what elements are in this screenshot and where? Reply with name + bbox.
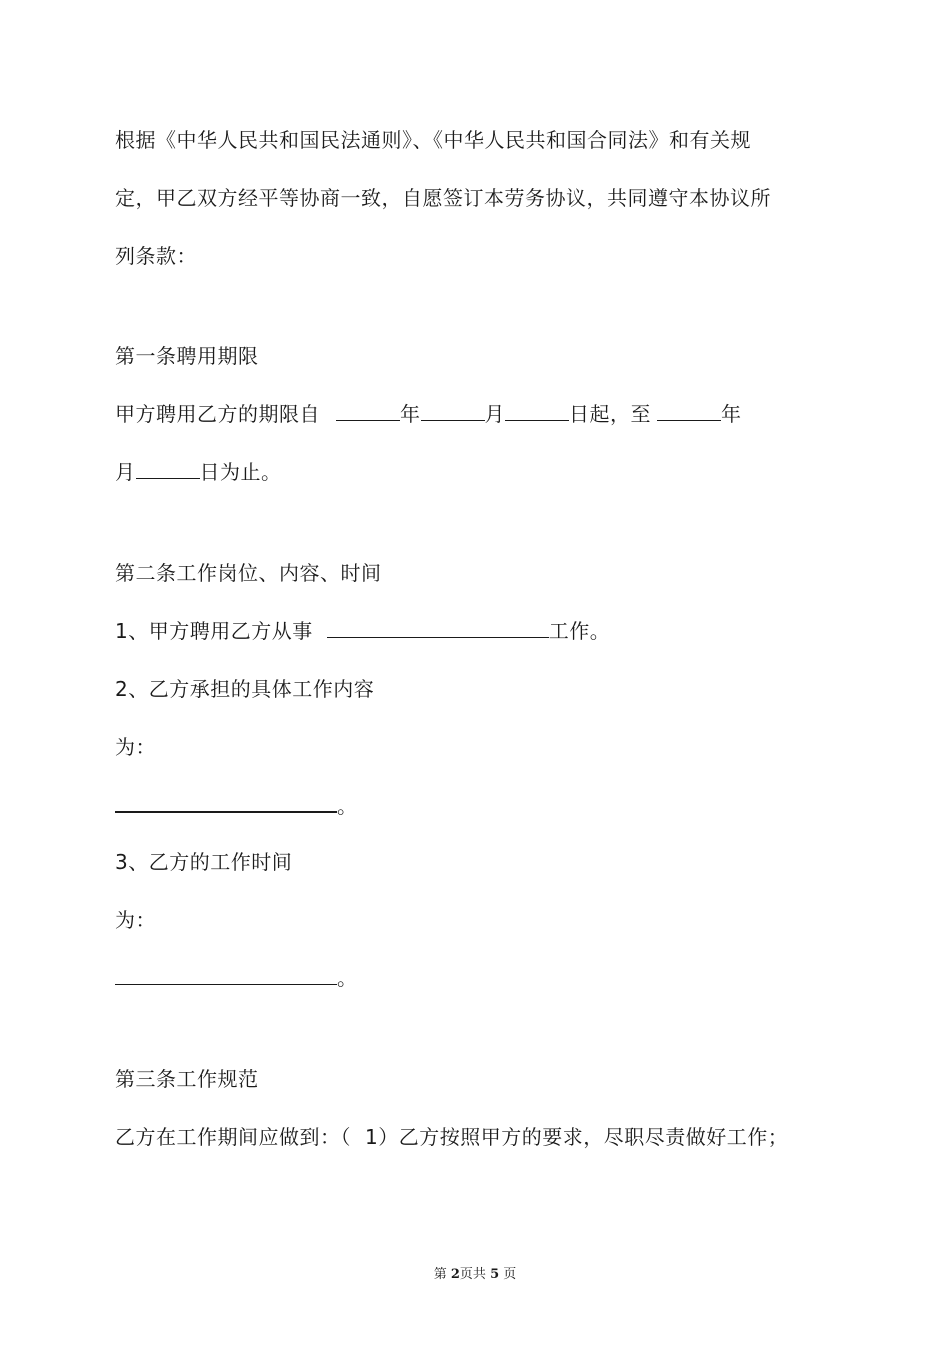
- article-2-item-2-blank-line: [115, 791, 358, 820]
- article-2-heading: [115, 559, 382, 587]
- item-3-for-text: 为：: [115, 908, 156, 932]
- item-2-text: 2、乙方承担的具体工作内容: [115, 677, 375, 701]
- article-2-item-1: [115, 617, 610, 645]
- work-content-blank[interactable]: [115, 791, 337, 813]
- start-month-blank[interactable]: [421, 400, 485, 421]
- preamble-text-2: 定，甲乙双方经平等协商一致，自愿签订本劳务协议，共同遵守本协议所: [115, 186, 771, 210]
- article-2-item-2-for: [115, 733, 156, 761]
- article-1-heading-text: 第一条聘用期限: [115, 344, 259, 368]
- work-time-blank[interactable]: [115, 964, 337, 985]
- page-footer: [0, 1266, 950, 1284]
- duty-number: 1）: [365, 1125, 399, 1149]
- end-month-label: 月: [115, 460, 136, 484]
- article-3-heading: [115, 1065, 259, 1093]
- term-prefix: 甲方聘用乙方的期限自: [115, 402, 320, 426]
- article-2-item-3-blank-line: [115, 964, 358, 992]
- article-1-term-line-2: [115, 458, 282, 486]
- item-3-text: 3、乙方的工作时间: [115, 850, 293, 874]
- start-day-blank[interactable]: [505, 400, 569, 421]
- preamble-line-2: [115, 184, 771, 212]
- day-from-label: 日起，至: [569, 402, 651, 426]
- preamble-text-3: 列条款：: [115, 244, 197, 268]
- footer-prefix: 第: [433, 1267, 447, 1282]
- article-2-item-3: [115, 848, 292, 876]
- article-2-item-3-for: [115, 906, 156, 934]
- footer-suffix: 页: [503, 1267, 517, 1282]
- day-to-label: 日为止。: [199, 460, 282, 484]
- article-1-term-line: [115, 400, 742, 428]
- end-day-blank[interactable]: [136, 458, 200, 479]
- item-1-prefix: 1、甲方聘用乙方从事: [115, 619, 313, 643]
- item-1-suffix: 工作。: [548, 619, 611, 643]
- footer-mid: 页共: [459, 1267, 486, 1282]
- start-year-blank[interactable]: [336, 400, 400, 421]
- preamble-line-3: [115, 242, 197, 270]
- article-3-duty-line: [115, 1123, 788, 1151]
- article-2-item-2: [115, 675, 374, 703]
- article-3-heading-text: 第三条工作规范: [115, 1067, 259, 1091]
- end-year-blank[interactable]: [657, 400, 721, 421]
- job-position-blank[interactable]: [327, 617, 549, 638]
- month-label: 月: [484, 402, 505, 426]
- item-2-end-mark: 。: [337, 794, 358, 818]
- article-1-heading: [115, 342, 259, 370]
- item-3-end-mark: 。: [337, 966, 358, 990]
- year-label: 年: [400, 402, 421, 426]
- duty-prefix: 乙方在工作期间应做到：（: [115, 1125, 351, 1149]
- duty-text: 乙方按照甲方的要求，尽职尽责做好工作；: [398, 1125, 789, 1149]
- preamble-line-1: [115, 126, 751, 154]
- article-2-heading-text: 第二条工作岗位、内容、时间: [115, 561, 382, 585]
- item-2-for-text: 为：: [115, 735, 156, 759]
- footer-page-total: 5: [490, 1267, 500, 1282]
- footer-page-number: 2: [450, 1267, 460, 1282]
- preamble-text-1: 根据《中华人民共和国民法通则》、《中华人民共和国合同法》和有关规: [115, 128, 751, 152]
- end-year-label: 年: [721, 402, 742, 426]
